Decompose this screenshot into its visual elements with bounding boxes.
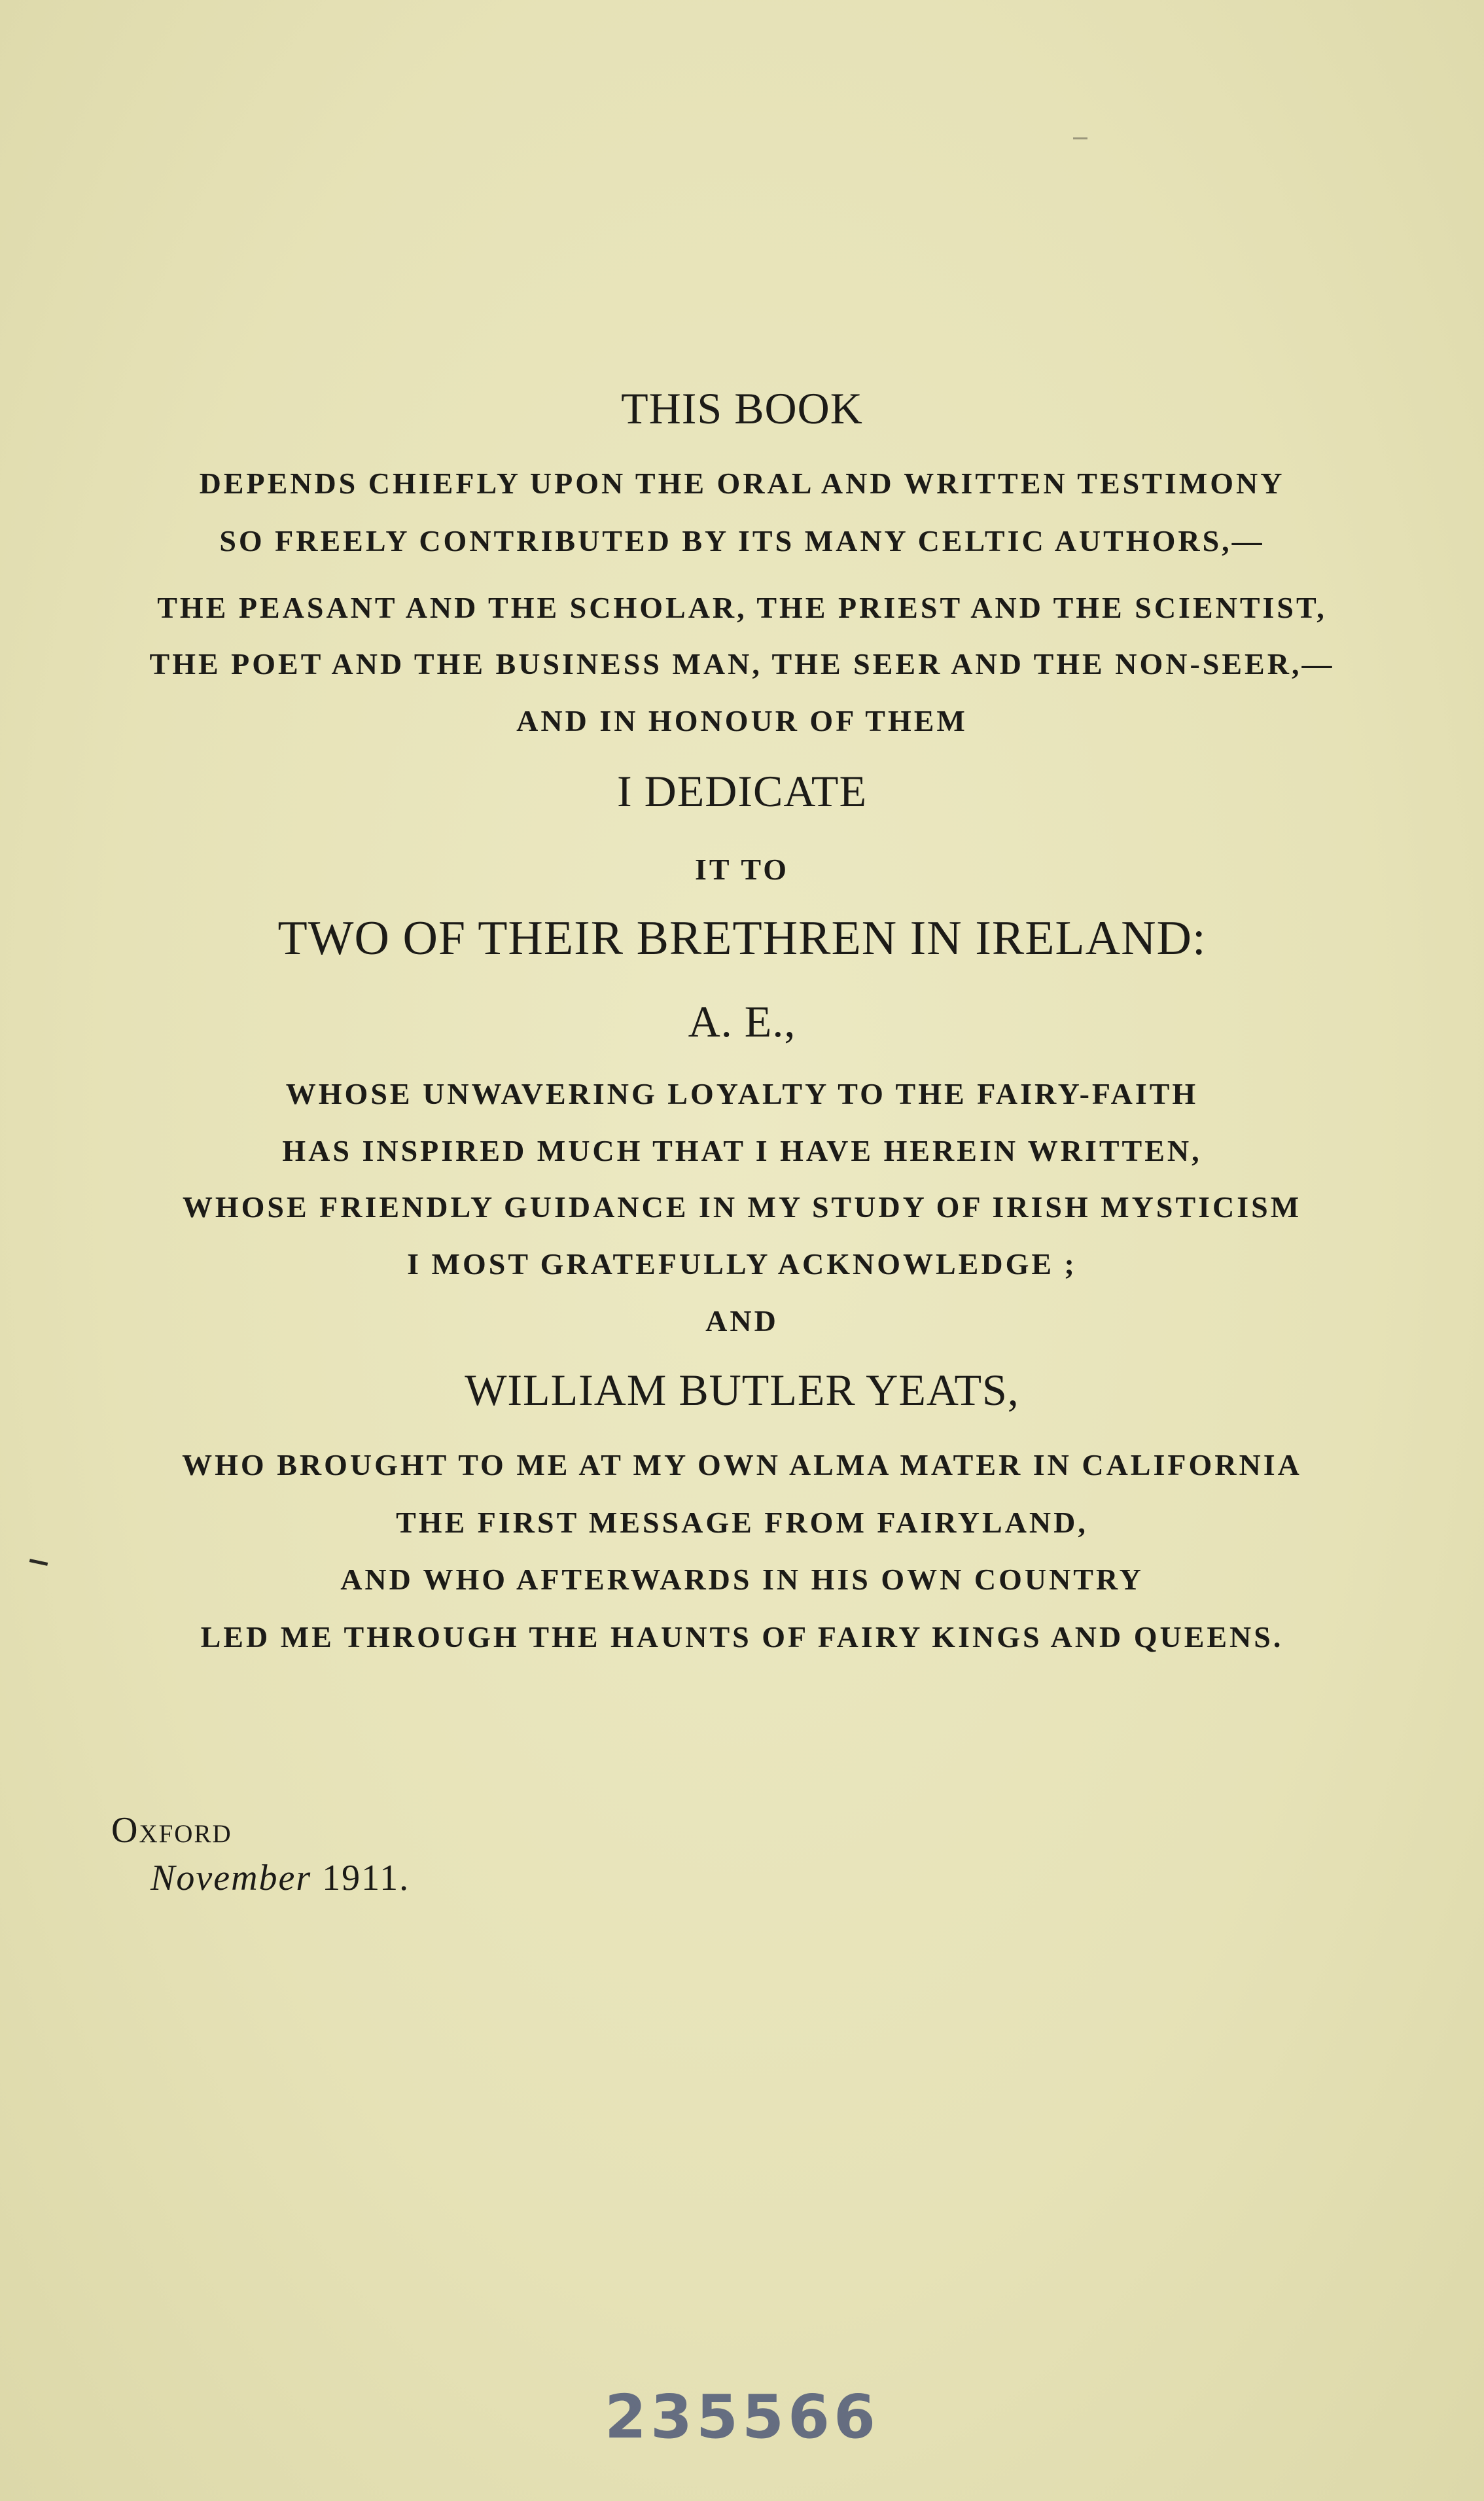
dedication-heading: I DEDICATE [616,766,868,816]
dedication-line: IT TO [694,853,790,886]
dedicatee-name: A. E., [688,997,796,1046]
dedication-line: I MOST GRATEFULLY ACKNOWLEDGE ; [407,1247,1077,1281]
dedication-line: DEPENDS CHIEFLY UPON THE ORAL AND WRITTEN TESTIMONY [199,467,1285,500]
dedication-line: THE POET AND THE BUSINESS MAN, THE SEER AND THE NON-SEER,— [149,647,1335,681]
ink-mark [1073,137,1087,139]
signoff-date [150,1857,410,1899]
dedication-line: HAS INSPIRED MUCH THAT I HAVE HEREIN WRITTEN, [282,1134,1202,1167]
dedication-line: THE PEASANT AND THE SCHOLAR, THE PRIEST AND THE SCIENTIST, [157,591,1327,624]
dedication-line: WHOSE UNWAVERING LOYALTY TO THE FAIRY-FAITH [285,1077,1199,1110]
dedication-line: AND [705,1304,779,1338]
signoff-year: 1911. [322,1858,410,1898]
signoff-month: November [150,1858,312,1898]
dedication-line: WHO BROUGHT TO ME AT MY OWN ALMA MATER IN CALIFORNIA [182,1448,1302,1481]
dedication-line: SO FREELY CONTRIBUTED BY ITS MANY CELTIC AUTHORS,— [219,524,1265,558]
dedication-line: AND IN HONOUR OF THEM [516,704,968,737]
dedication-line: WHOSE FRIENDLY GUIDANCE IN MY STUDY OF IRISH MYSTICISM [182,1190,1302,1224]
dedicatee-name: WILLIAM BUTLER YEATS, [465,1365,1019,1415]
dedication-line: LED ME THROUGH THE HAUNTS OF FAIRY KINGS AND QUEENS. [200,1620,1284,1654]
library-stamp-number: 235566 [604,2382,880,2452]
dedication-line: THE FIRST MESSAGE FROM FAIRYLAND, [396,1506,1088,1539]
dedication-heading: TWO OF THEIR BRETHREN IN IRELAND: [277,912,1207,965]
dedication-line: AND WHO AFTERWARDS IN HIS OWN COUNTRY [340,1563,1144,1596]
dedication-heading: THIS BOOK [621,383,863,433]
signoff-place: Oxford [111,1810,232,1851]
